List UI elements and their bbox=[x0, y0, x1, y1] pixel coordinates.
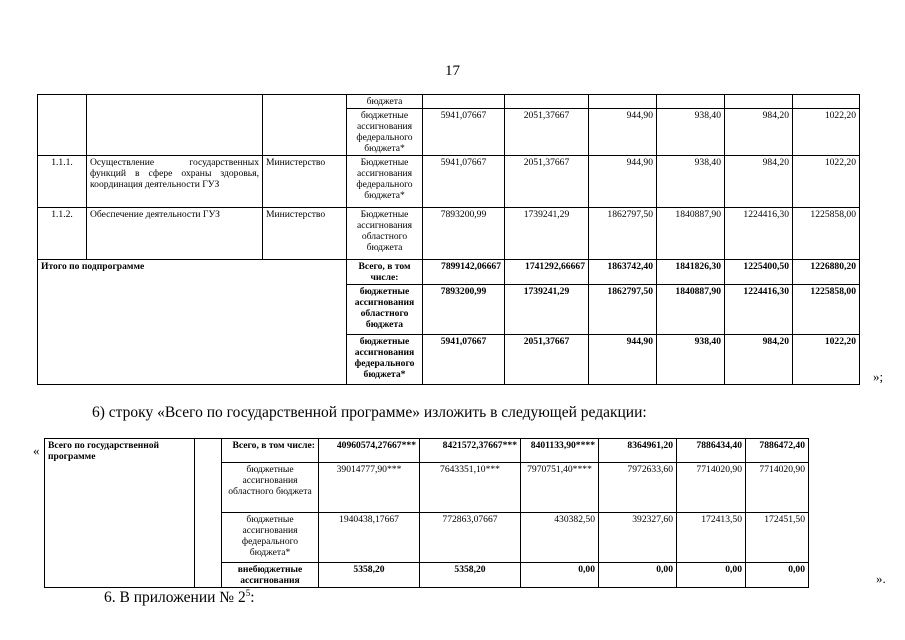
table-row bbox=[38, 208, 860, 260]
value-cell: 0,00 bbox=[746, 563, 809, 588]
value-cell: 5358,20 bbox=[420, 563, 521, 588]
value-cell: 1022,20 bbox=[793, 156, 860, 208]
program-total-table bbox=[44, 438, 809, 588]
value-cell: 944,90 bbox=[589, 109, 657, 156]
value-cell: 392327,60 bbox=[599, 513, 677, 563]
table-row bbox=[38, 156, 860, 208]
value-cell: 7886472,40 bbox=[746, 439, 809, 463]
executor-cell: Министерство bbox=[263, 208, 347, 260]
value-cell: 40960574,27667*** bbox=[319, 439, 420, 463]
source-cell: бюджетные ассигнования федерального бюджета* bbox=[222, 513, 319, 563]
value-cell: 0,00 bbox=[599, 563, 677, 588]
value-cell: 1739241,29 bbox=[505, 285, 589, 335]
value-cell: 944,90 bbox=[589, 335, 657, 385]
source-cell: бюджетные ассигнования федерального бюджета* bbox=[347, 109, 423, 156]
source-cell: Всего, в том числе: bbox=[347, 260, 423, 285]
value-cell: 1022,20 bbox=[793, 335, 860, 385]
value-cell: 1862797,50 bbox=[589, 285, 657, 335]
value-cell: 172451,50 bbox=[746, 513, 809, 563]
value-cell: 2051,37667 bbox=[505, 156, 589, 208]
table-row bbox=[38, 95, 860, 109]
subprogram-table bbox=[37, 94, 860, 385]
value-cell: 938,40 bbox=[657, 335, 725, 385]
value-cell: 7714020,90 bbox=[677, 463, 746, 513]
value-cell: 7643351,10*** bbox=[420, 463, 521, 513]
value-cell: 430382,50 bbox=[521, 513, 599, 563]
value-cell: 1940438,17667 bbox=[319, 513, 420, 563]
value-cell: 938,40 bbox=[657, 109, 725, 156]
paragraph-next-text: 6. В приложении № 2 bbox=[104, 589, 246, 607]
page-number: 17 bbox=[445, 63, 460, 79]
table1-closing-quote: »; bbox=[873, 369, 884, 384]
value-cell: 0,00 bbox=[521, 563, 599, 588]
value-cell: 1225400,50 bbox=[725, 260, 793, 285]
value-cell: 7899142,06667 bbox=[423, 260, 505, 285]
paragraph-next-end: : bbox=[250, 589, 255, 607]
value-cell: 7893200,99 bbox=[423, 208, 505, 260]
value-cell: 938,40 bbox=[657, 156, 725, 208]
item-name: Осуществление государственных функций в сфере охраны здоровья, координация деятельности ГУЗ bbox=[87, 156, 263, 208]
value-cell: 1226880,20 bbox=[793, 260, 860, 285]
value-cell: 1863742,40 bbox=[589, 260, 657, 285]
value-cell: 7972633,60 bbox=[599, 463, 677, 513]
item-name: Обеспечение деятельности ГУЗ bbox=[87, 208, 263, 260]
value-cell: 944,90 bbox=[589, 156, 657, 208]
value-cell: 1225858,00 bbox=[793, 208, 860, 260]
source-cell: Всего, в том числе: bbox=[222, 439, 319, 463]
value-cell: 8364961,20 bbox=[599, 439, 677, 463]
source-cell: Бюджетные ассигнования федерального бюджета* bbox=[347, 156, 423, 208]
paragraph-6: 6) строку «Всего по государственной программе» изложить в следующей редакции: bbox=[92, 404, 647, 421]
paragraph-next bbox=[104, 588, 255, 607]
table-row bbox=[45, 439, 809, 463]
value-cell: 1841826,30 bbox=[657, 260, 725, 285]
table2-closing-quote: ». bbox=[876, 571, 886, 586]
value-cell: 1739241,29 bbox=[505, 208, 589, 260]
value-cell: 172413,50 bbox=[677, 513, 746, 563]
item-number: 1.1.2. bbox=[38, 208, 87, 260]
executor-cell: Министерство bbox=[263, 156, 347, 208]
value-cell: 1840887,90 bbox=[657, 285, 725, 335]
item-number: 1.1.1. bbox=[38, 156, 87, 208]
value-cell: 984,20 bbox=[725, 156, 793, 208]
value-cell: 5941,07667 bbox=[423, 335, 505, 385]
subprogram-total-label: Итого по подпрограмме bbox=[38, 260, 347, 385]
value-cell: 0,00 bbox=[677, 563, 746, 588]
value-cell: 1225858,00 bbox=[793, 285, 860, 335]
value-cell: 1840887,90 bbox=[657, 208, 725, 260]
value-cell: 1862797,50 bbox=[589, 208, 657, 260]
value-cell: 5358,20 bbox=[319, 563, 420, 588]
value-cell: 2051,37667 bbox=[505, 335, 589, 385]
value-cell: 7714020,90 bbox=[746, 463, 809, 513]
source-cell: внебюджетные ассигнования bbox=[222, 563, 319, 588]
value-cell: 1741292,66667 bbox=[505, 260, 589, 285]
table2-opening-quote: « bbox=[33, 443, 40, 458]
source-cell: бюджетные ассигнования федерального бюджета* bbox=[347, 335, 423, 385]
program-total-label: Всего по государственной программе bbox=[45, 439, 195, 588]
value-cell: 8401133,90**** bbox=[521, 439, 599, 463]
table-row bbox=[38, 260, 860, 285]
value-cell: 984,20 bbox=[725, 109, 793, 156]
value-cell: 7893200,99 bbox=[423, 285, 505, 335]
value-cell: 7886434,40 bbox=[677, 439, 746, 463]
value-cell: 984,20 bbox=[725, 335, 793, 385]
value-cell: 1224416,30 bbox=[725, 208, 793, 260]
source-cell: бюджета bbox=[347, 95, 423, 109]
value-cell: 1022,20 bbox=[793, 109, 860, 156]
value-cell: 1224416,30 bbox=[725, 285, 793, 335]
paragraph-next-superscript: 5 bbox=[245, 588, 251, 598]
value-cell: 2051,37667 bbox=[505, 109, 589, 156]
value-cell: 7970751,40**** bbox=[521, 463, 599, 513]
value-cell: 39014777,90*** bbox=[319, 463, 420, 513]
value-cell: 5941,07667 bbox=[423, 109, 505, 156]
value-cell: 5941,07667 bbox=[423, 156, 505, 208]
source-cell: Бюджетные ассигнования областного бюджета bbox=[347, 208, 423, 260]
value-cell: 8421572,37667*** bbox=[420, 439, 521, 463]
source-cell: бюджетные ассигнования областного бюджета bbox=[347, 285, 423, 335]
value-cell: 772863,07667 bbox=[420, 513, 521, 563]
source-cell: бюджетные ассигнования областного бюджета bbox=[222, 463, 319, 513]
